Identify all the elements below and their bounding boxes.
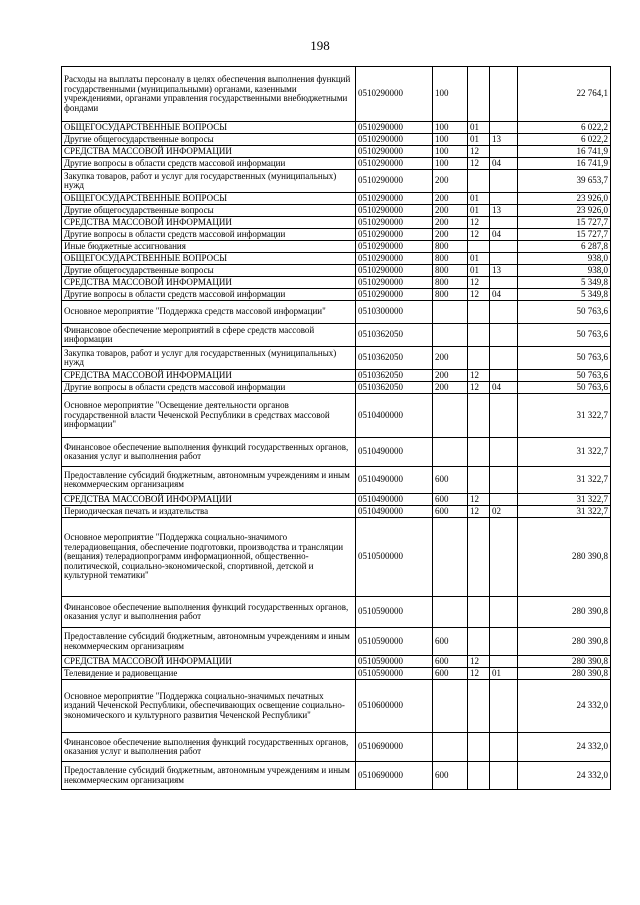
row-subsection-cell <box>490 370 518 382</box>
row-name-cell: Финансовое обеспечение выполнения функций государственных органов, оказания услуг и выполнения работ <box>62 597 356 628</box>
table-row <box>62 146 611 158</box>
table-row <box>62 382 611 394</box>
budget-table-body <box>62 67 611 790</box>
table-row <box>62 253 611 265</box>
row-group-cell: 100 <box>433 122 468 134</box>
row-subsection-cell <box>490 146 518 158</box>
row-code-cell: 0510290000 <box>356 146 433 158</box>
row-group-cell: 800 <box>433 289 468 301</box>
row-subsection-cell <box>490 394 518 438</box>
row-sum-cell: 22 764,1 <box>518 67 611 122</box>
row-section-cell: 12 <box>468 494 490 506</box>
row-group-cell: 600 <box>433 628 468 656</box>
row-name-cell: Основное мероприятие "Поддержка социально-значимых печатных изданий Чеченской Республики, обеспечивающих освещение социально-экономического и культурного развития Чеченской Республики" <box>62 680 356 733</box>
row-subsection-cell <box>490 241 518 253</box>
row-group-cell: 200 <box>433 347 468 370</box>
row-name-cell: Финансовое обеспечение выполнения функций государственных органов, оказания услуг и выполнения работ <box>62 733 356 762</box>
row-group-cell <box>433 680 468 733</box>
row-section-cell <box>468 394 490 438</box>
row-code-cell: 0510290000 <box>356 134 433 146</box>
row-name-cell: Закупка товаров, работ и услуг для государственных (муниципальных) нужд <box>62 347 356 370</box>
row-section-cell: 12 <box>468 277 490 289</box>
row-code-cell: 0510290000 <box>356 229 433 241</box>
row-section-cell: 01 <box>468 193 490 205</box>
row-group-cell: 800 <box>433 277 468 289</box>
row-code-cell: 0510590000 <box>356 597 433 628</box>
row-group-cell <box>433 324 468 347</box>
row-section-cell: 12 <box>468 158 490 170</box>
row-group-cell: 100 <box>433 146 468 158</box>
row-subsection-cell <box>490 253 518 265</box>
row-name-cell: Иные бюджетные ассигнования <box>62 241 356 253</box>
row-section-cell <box>468 170 490 193</box>
row-code-cell: 0510290000 <box>356 253 433 265</box>
row-name-cell: СРЕДСТВА МАССОВОЙ ИНФОРМАЦИИ <box>62 146 356 158</box>
row-code-cell: 0510362050 <box>356 382 433 394</box>
row-subsection-cell <box>490 122 518 134</box>
row-sum-cell: 31 322,7 <box>518 494 611 506</box>
row-name-cell: Другие вопросы в области средств массовой информации <box>62 158 356 170</box>
row-code-cell: 0510290000 <box>356 170 433 193</box>
row-subsection-cell <box>490 67 518 122</box>
row-name-cell: СРЕДСТВА МАССОВОЙ ИНФОРМАЦИИ <box>62 217 356 229</box>
row-group-cell: 200 <box>433 170 468 193</box>
row-group-cell: 800 <box>433 241 468 253</box>
table-row <box>62 628 611 656</box>
row-subsection-cell <box>490 680 518 733</box>
row-sum-cell: 5 349,8 <box>518 277 611 289</box>
row-name-cell: Основное мероприятие "Освещение деятельности органов государственной власти Чеченской Республики в средствах массовой информации" <box>62 394 356 438</box>
row-code-cell: 0510490000 <box>356 494 433 506</box>
row-section-cell <box>468 518 490 597</box>
row-group-cell: 200 <box>433 382 468 394</box>
row-section-cell <box>468 438 490 467</box>
row-name-cell: Предоставление субсидий бюджетным, автономным учреждениям и иным некоммерческим организациям <box>62 467 356 494</box>
table-row <box>62 733 611 762</box>
table-row <box>62 438 611 467</box>
row-sum-cell: 16 741,9 <box>518 146 611 158</box>
row-section-cell: 01 <box>468 265 490 277</box>
row-name-cell: Другие общегосударственные вопросы <box>62 205 356 217</box>
row-name-cell: Закупка товаров, работ и услуг для государственных (муниципальных) нужд <box>62 170 356 193</box>
row-name-cell: ОБЩЕГОСУДАРСТВЕННЫЕ ВОПРОСЫ <box>62 122 356 134</box>
row-subsection-cell: 04 <box>490 289 518 301</box>
row-name-cell: Расходы на выплаты персоналу в целях обеспечения выполнения функций государственными (муниципальными) органами, казенными учреждениями, органами управления государственными внебюджетными фондами <box>62 67 356 122</box>
table-row <box>62 205 611 217</box>
row-subsection-cell: 04 <box>490 382 518 394</box>
row-sum-cell: 938,0 <box>518 265 611 277</box>
row-code-cell: 0510290000 <box>356 205 433 217</box>
table-row <box>62 217 611 229</box>
row-code-cell: 0510300000 <box>356 301 433 324</box>
row-subsection-cell <box>490 193 518 205</box>
row-subsection-cell <box>490 324 518 347</box>
row-subsection-cell: 04 <box>490 158 518 170</box>
row-subsection-cell: 02 <box>490 506 518 518</box>
row-sum-cell: 23 926,0 <box>518 193 611 205</box>
row-section-cell <box>468 597 490 628</box>
row-code-cell: 0510590000 <box>356 668 433 680</box>
row-group-cell <box>433 733 468 762</box>
row-name-cell: Основное мероприятие "Поддержка социально-значимого телерадиовещания, обеспечение подготовки, производства и трансляции (вещания) телерадиопрограмм информационной, общественно-политической, социально-экономической, спортивной, детской и культурной тематики" <box>62 518 356 597</box>
row-sum-cell: 24 332,0 <box>518 762 611 790</box>
row-name-cell: Основное мероприятие "Поддержка средств массовой информации" <box>62 301 356 324</box>
row-section-cell <box>468 467 490 494</box>
table-row <box>62 597 611 628</box>
row-name-cell: ОБЩЕГОСУДАРСТВЕННЫЕ ВОПРОСЫ <box>62 253 356 265</box>
row-section-cell: 12 <box>468 506 490 518</box>
row-section-cell: 12 <box>468 382 490 394</box>
row-subsection-cell <box>490 518 518 597</box>
table-row <box>62 134 611 146</box>
row-name-cell: Финансовое обеспечение мероприятий в сфере средств массовой информации <box>62 324 356 347</box>
row-section-cell <box>468 628 490 656</box>
table-row <box>62 656 611 668</box>
row-group-cell: 200 <box>433 217 468 229</box>
row-name-cell: Другие общегосударственные вопросы <box>62 134 356 146</box>
row-subsection-cell: 04 <box>490 229 518 241</box>
table-row <box>62 394 611 438</box>
row-code-cell: 0510490000 <box>356 438 433 467</box>
table-row <box>62 229 611 241</box>
row-subsection-cell: 13 <box>490 265 518 277</box>
row-code-cell: 0510400000 <box>356 394 433 438</box>
table-row <box>62 467 611 494</box>
table-row <box>62 122 611 134</box>
table-row <box>62 324 611 347</box>
page-number: 198 <box>310 38 330 53</box>
row-code-cell: 0510290000 <box>356 122 433 134</box>
row-name-cell: Телевидение и радиовещание <box>62 668 356 680</box>
row-sum-cell: 24 332,0 <box>518 733 611 762</box>
row-subsection-cell: 13 <box>490 134 518 146</box>
table-row <box>62 347 611 370</box>
row-subsection-cell <box>490 277 518 289</box>
row-code-cell: 0510290000 <box>356 193 433 205</box>
row-sum-cell: 280 390,8 <box>518 628 611 656</box>
row-section-cell: 01 <box>468 205 490 217</box>
table-row <box>62 241 611 253</box>
row-section-cell: 12 <box>468 217 490 229</box>
row-subsection-cell <box>490 762 518 790</box>
row-name-cell: СРЕДСТВА МАССОВОЙ ИНФОРМАЦИИ <box>62 370 356 382</box>
row-name-cell: Финансовое обеспечение выполнения функций государственных органов, оказания услуг и выполнения работ <box>62 438 356 467</box>
row-code-cell: 0510362050 <box>356 370 433 382</box>
row-code-cell: 0510490000 <box>356 467 433 494</box>
row-group-cell: 200 <box>433 229 468 241</box>
row-sum-cell: 50 763,6 <box>518 347 611 370</box>
table-row <box>62 506 611 518</box>
row-code-cell: 0510362050 <box>356 347 433 370</box>
row-sum-cell: 31 322,7 <box>518 506 611 518</box>
row-sum-cell: 280 390,8 <box>518 518 611 597</box>
row-section-cell: 12 <box>468 656 490 668</box>
row-group-cell: 600 <box>433 762 468 790</box>
row-sum-cell: 280 390,8 <box>518 656 611 668</box>
row-code-cell: 0510690000 <box>356 762 433 790</box>
row-section-cell <box>468 680 490 733</box>
table-row <box>62 193 611 205</box>
row-section-cell <box>468 347 490 370</box>
row-group-cell: 600 <box>433 506 468 518</box>
row-section-cell <box>468 301 490 324</box>
row-section-cell <box>468 241 490 253</box>
row-section-cell: 12 <box>468 229 490 241</box>
row-sum-cell: 280 390,8 <box>518 668 611 680</box>
row-sum-cell: 24 332,0 <box>518 680 611 733</box>
table-row <box>62 265 611 277</box>
row-code-cell: 0510290000 <box>356 217 433 229</box>
row-group-cell <box>433 518 468 597</box>
row-sum-cell: 15 727,7 <box>518 229 611 241</box>
table-row <box>62 67 611 122</box>
row-subsection-cell <box>490 301 518 324</box>
row-section-cell <box>468 733 490 762</box>
row-sum-cell: 15 727,7 <box>518 217 611 229</box>
row-name-cell: Предоставление субсидий бюджетным, автономным учреждениям и иным некоммерческим организациям <box>62 762 356 790</box>
table-row <box>62 518 611 597</box>
row-group-cell <box>433 597 468 628</box>
table-row <box>62 762 611 790</box>
row-group-cell: 600 <box>433 668 468 680</box>
row-code-cell: 0510590000 <box>356 628 433 656</box>
row-group-cell: 200 <box>433 193 468 205</box>
row-subsection-cell <box>490 628 518 656</box>
row-section-cell: 12 <box>468 146 490 158</box>
row-group-cell: 100 <box>433 134 468 146</box>
row-sum-cell: 50 763,6 <box>518 301 611 324</box>
row-sum-cell: 5 349,8 <box>518 289 611 301</box>
row-sum-cell: 31 322,7 <box>518 467 611 494</box>
row-subsection-cell <box>490 170 518 193</box>
row-group-cell: 800 <box>433 253 468 265</box>
row-name-cell: Другие вопросы в области средств массовой информации <box>62 382 356 394</box>
row-group-cell: 800 <box>433 265 468 277</box>
row-sum-cell: 6 022,2 <box>518 134 611 146</box>
row-group-cell: 100 <box>433 67 468 122</box>
row-section-cell <box>468 67 490 122</box>
row-sum-cell: 39 653,7 <box>518 170 611 193</box>
table-row <box>62 277 611 289</box>
row-sum-cell: 6 287,8 <box>518 241 611 253</box>
row-code-cell: 0510690000 <box>356 733 433 762</box>
row-subsection-cell: 13 <box>490 205 518 217</box>
row-name-cell: Другие вопросы в области средств массовой информации <box>62 229 356 241</box>
row-group-cell <box>433 438 468 467</box>
row-name-cell: СРЕДСТВА МАССОВОЙ ИНФОРМАЦИИ <box>62 656 356 668</box>
row-sum-cell: 50 763,6 <box>518 370 611 382</box>
table-row <box>62 668 611 680</box>
table-row <box>62 170 611 193</box>
row-sum-cell: 16 741,9 <box>518 158 611 170</box>
row-code-cell: 0510290000 <box>356 158 433 170</box>
row-section-cell <box>468 762 490 790</box>
row-subsection-cell <box>490 467 518 494</box>
budget-table <box>61 66 611 790</box>
row-section-cell: 12 <box>468 289 490 301</box>
row-sum-cell: 280 390,8 <box>518 597 611 628</box>
row-subsection-cell <box>490 733 518 762</box>
row-sum-cell: 50 763,6 <box>518 382 611 394</box>
table-row <box>62 158 611 170</box>
row-subsection-cell: 01 <box>490 668 518 680</box>
row-code-cell: 0510290000 <box>356 289 433 301</box>
row-code-cell: 0510362050 <box>356 324 433 347</box>
row-name-cell: СРЕДСТВА МАССОВОЙ ИНФОРМАЦИИ <box>62 277 356 289</box>
row-sum-cell: 50 763,6 <box>518 324 611 347</box>
row-group-cell: 600 <box>433 494 468 506</box>
row-group-cell: 600 <box>433 467 468 494</box>
row-section-cell: 01 <box>468 134 490 146</box>
row-group-cell <box>433 301 468 324</box>
row-section-cell: 12 <box>468 370 490 382</box>
row-sum-cell: 938,0 <box>518 253 611 265</box>
row-subsection-cell <box>490 656 518 668</box>
row-sum-cell: 6 022,2 <box>518 122 611 134</box>
table-row <box>62 289 611 301</box>
row-code-cell: 0510590000 <box>356 656 433 668</box>
row-sum-cell: 31 322,7 <box>518 438 611 467</box>
row-code-cell: 0510290000 <box>356 241 433 253</box>
row-name-cell: СРЕДСТВА МАССОВОЙ ИНФОРМАЦИИ <box>62 494 356 506</box>
row-sum-cell: 23 926,0 <box>518 205 611 217</box>
row-section-cell <box>468 324 490 347</box>
row-code-cell: 0510500000 <box>356 518 433 597</box>
row-name-cell: Периодическая печать и издательства <box>62 506 356 518</box>
row-name-cell: ОБЩЕГОСУДАРСТВЕННЫЕ ВОПРОСЫ <box>62 193 356 205</box>
row-group-cell: 600 <box>433 656 468 668</box>
row-name-cell: Предоставление субсидий бюджетным, автономным учреждениям и иным некоммерческим организациям <box>62 628 356 656</box>
row-name-cell: Другие вопросы в области средств массовой информации <box>62 289 356 301</box>
table-row <box>62 370 611 382</box>
row-code-cell: 0510290000 <box>356 265 433 277</box>
table-row <box>62 680 611 733</box>
row-name-cell: Другие общегосударственные вопросы <box>62 265 356 277</box>
row-section-cell: 01 <box>468 122 490 134</box>
row-subsection-cell <box>490 597 518 628</box>
row-sum-cell: 31 322,7 <box>518 394 611 438</box>
row-group-cell <box>433 394 468 438</box>
row-group-cell: 200 <box>433 205 468 217</box>
row-group-cell: 100 <box>433 158 468 170</box>
row-code-cell: 0510600000 <box>356 680 433 733</box>
row-section-cell: 12 <box>468 668 490 680</box>
row-subsection-cell <box>490 438 518 467</box>
row-group-cell: 200 <box>433 370 468 382</box>
row-code-cell: 0510290000 <box>356 67 433 122</box>
table-row <box>62 301 611 324</box>
row-subsection-cell <box>490 494 518 506</box>
row-code-cell: 0510490000 <box>356 506 433 518</box>
table-row <box>62 494 611 506</box>
row-subsection-cell <box>490 347 518 370</box>
row-subsection-cell <box>490 217 518 229</box>
row-section-cell: 01 <box>468 253 490 265</box>
row-code-cell: 0510290000 <box>356 277 433 289</box>
